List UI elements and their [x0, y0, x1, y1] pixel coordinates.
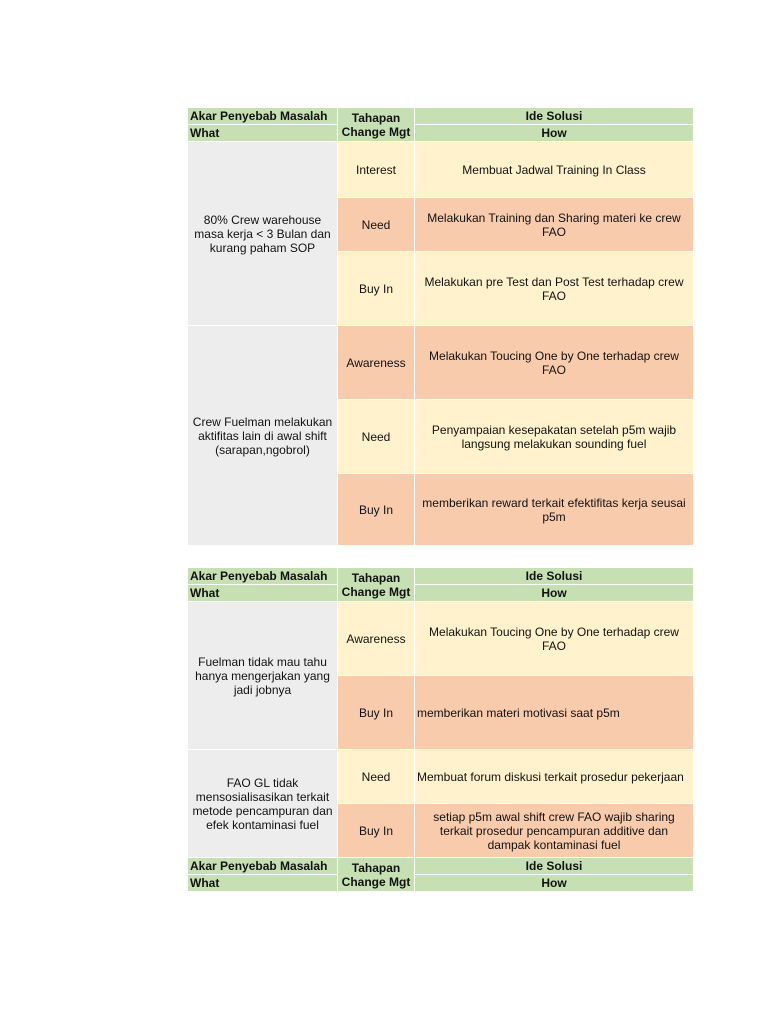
footer-stage-label: Tahapan Change Mgt: [338, 858, 415, 892]
change-management-table-2: [187, 567, 694, 892]
header-cause-label: Akar Penyebab Masalah: [188, 568, 338, 585]
footer-solution-label: Ide Solusi: [415, 858, 694, 875]
footer-how-label: How: [415, 875, 694, 892]
footer-what-label: What: [188, 875, 338, 892]
header-stage-label: Tahapan Change Mgt: [338, 568, 415, 602]
root-cause-cell: FAO GL tidak mensosialisasikan terkait metode pencampuran dan efek kontaminasi fuel: [188, 750, 338, 858]
solution-cell: Membuat Jadwal Training In Class: [415, 142, 694, 198]
solution-cell: Melakukan Training dan Sharing materi ke crew FAO: [415, 198, 694, 252]
stage-cell: Awareness: [338, 602, 415, 676]
root-cause-cell: Crew Fuelman melakukan aktifitas lain di awal shift (sarapan,ngobrol): [188, 326, 338, 546]
stage-cell: Need: [338, 400, 415, 474]
solution-cell: Penyampaian kesepakatan setelah p5m wajib langsung melakukan sounding fuel: [415, 400, 694, 474]
stage-cell: Awareness: [338, 326, 415, 400]
stage-cell: Buy In: [338, 474, 415, 546]
stage-cell: Buy In: [338, 252, 415, 326]
stage-cell: Interest: [338, 142, 415, 198]
solution-cell: setiap p5m awal shift crew FAO wajib sharing terkait prosedur pencampuran additive dan dampak kontaminasi fuel: [415, 804, 694, 858]
stage-cell: Buy In: [338, 676, 415, 750]
solution-cell: Melakukan Toucing One by One terhadap crew FAO: [415, 602, 694, 676]
header-how-label: How: [415, 585, 694, 602]
solution-cell: memberikan reward terkait efektifitas kerja seusai p5m: [415, 474, 694, 546]
stage-cell: Need: [338, 198, 415, 252]
root-cause-cell: 80% Crew warehouse masa kerja < 3 Bulan dan kurang paham SOP: [188, 142, 338, 326]
header-cause-label: Akar Penyebab Masalah: [188, 108, 338, 125]
solution-cell: Melakukan pre Test dan Post Test terhadap crew FAO: [415, 252, 694, 326]
footer-cause-label: Akar Penyebab Masalah: [188, 858, 338, 875]
stage-cell: Need: [338, 750, 415, 804]
change-management-table-1: [187, 107, 694, 546]
header-how-label: How: [415, 125, 694, 142]
header-solution-label: Ide Solusi: [415, 568, 694, 585]
header-what-label: What: [188, 585, 338, 602]
solution-cell: Melakukan Toucing One by One terhadap crew FAO: [415, 326, 694, 400]
header-solution-label: Ide Solusi: [415, 108, 694, 125]
header-stage-label: Tahapan Change Mgt: [338, 108, 415, 142]
root-cause-cell: Fuelman tidak mau tahu hanya mengerjakan yang jadi jobnya: [188, 602, 338, 750]
solution-cell: memberikan materi motivasi saat p5m: [415, 676, 694, 750]
solution-cell: Membuat forum diskusi terkait prosedur pekerjaan: [415, 750, 694, 804]
stage-cell: Buy In: [338, 804, 415, 858]
header-what-label: What: [188, 125, 338, 142]
